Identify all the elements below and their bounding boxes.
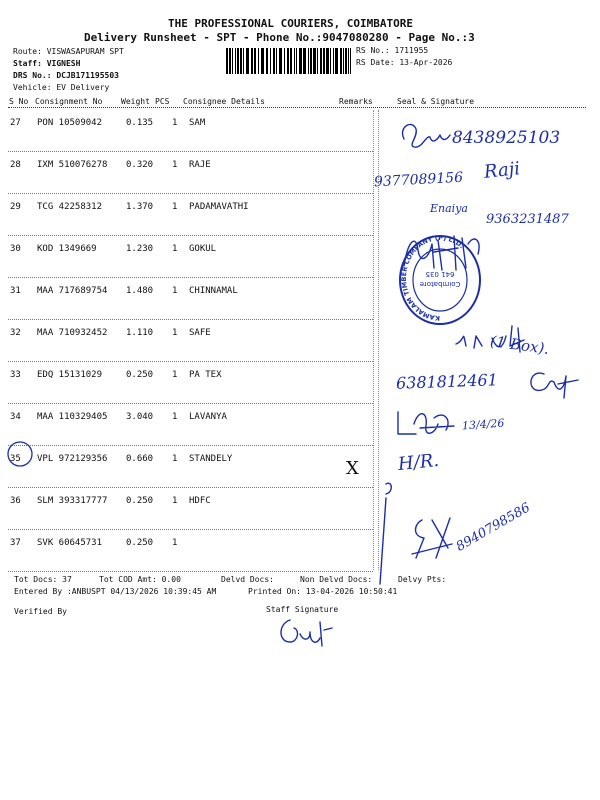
barcode-bar [310, 48, 312, 74]
row-serial: 37 [10, 538, 21, 548]
barcode-bar [320, 48, 322, 74]
row-serial: 36 [10, 496, 21, 506]
barcode-bar [296, 48, 297, 74]
row-serial: 30 [10, 244, 21, 254]
barcode-bar [299, 48, 302, 74]
row-consignee: LAVANYA [189, 412, 227, 422]
row-consignment-no: EDQ 15131029 [37, 370, 103, 380]
company-title: THE PROFESSIONAL COURIERS, COIMBATORE [168, 17, 414, 30]
barcode-bar [246, 48, 249, 74]
table-row [0, 446, 600, 488]
row-pcs: 1 [172, 160, 178, 170]
row-pcs: 1 [172, 118, 178, 128]
barcode-bar [243, 48, 244, 74]
barcode-bar [284, 48, 285, 74]
barcode-bar [226, 48, 228, 74]
delivery-points: Delvy Pts: [398, 575, 447, 584]
row-pcs: 1 [172, 370, 178, 380]
handwritten-phone-row-27: 8438925103 [452, 128, 561, 148]
row-consignee: SAFE [189, 328, 211, 338]
row-consignment-no: MAA 110329405 [37, 412, 108, 422]
barcode-bar [276, 48, 277, 74]
barcode-bar [254, 48, 256, 74]
barcode-bar [303, 48, 306, 74]
barcode-bar [335, 48, 338, 74]
row-consignee: STANDELY [189, 454, 233, 464]
row-consignee: PADAMAVATHI [189, 202, 249, 212]
row-weight: 0.250 [126, 496, 154, 506]
row-consignment-no: IXM 510076278 [37, 160, 108, 170]
signature-row-27 [396, 115, 456, 155]
route-label: Route: VISWASAPURAM SPT [13, 47, 124, 56]
barcode-bar [261, 48, 264, 74]
row-pcs: 1 [172, 496, 178, 506]
row-weight: 0.135 [126, 118, 154, 128]
handwritten-phone-row-33: 6381812461 [395, 370, 499, 393]
barcode-bar [333, 48, 334, 74]
barcode-bar [240, 48, 242, 74]
total-cod-amount: Tot COD Amt: 0.00 [99, 575, 181, 584]
handwritten-phone-row-29: 9363231487 [486, 212, 569, 227]
table-row [0, 278, 600, 320]
company-seal-stamp [396, 232, 484, 328]
row-consignee: PA TEX [189, 370, 222, 380]
row-serial: 27 [10, 118, 21, 128]
barcode-bar [323, 48, 325, 74]
row-serial: 34 [10, 412, 21, 422]
row-serial: 32 [10, 328, 21, 338]
row-consignee: GOKUL [189, 244, 217, 254]
table-row [0, 530, 600, 572]
row-serial: 31 [10, 286, 21, 296]
rs-date: RS Date: 13-Apr-2026 [356, 58, 453, 67]
row-pcs: 1 [172, 328, 178, 338]
barcode-bar [232, 48, 233, 74]
handwritten-phone-row-28: 9377089156 [373, 169, 464, 191]
row-weight: 0.660 [126, 454, 154, 464]
barcode-bar [270, 48, 271, 74]
barcode-bar [290, 48, 292, 74]
barcode-bar [330, 48, 331, 74]
barcode-bar [350, 48, 351, 74]
row-weight: 1.230 [126, 244, 154, 254]
row-serial: 28 [10, 160, 21, 170]
delivered-docs: Delvd Docs: [221, 575, 274, 584]
row-pcs: 1 [172, 286, 178, 296]
row-serial: 35 [10, 454, 21, 464]
table-row [0, 404, 600, 446]
row-weight: 1.370 [126, 202, 154, 212]
row-serial: 33 [10, 370, 21, 380]
handwritten-note-row-32: (1 Box). [489, 331, 551, 359]
seal-city-text: Coimbatore [419, 280, 461, 288]
row-weight: 1.480 [126, 286, 154, 296]
signature-row-33 [524, 364, 580, 400]
barcode-bar [273, 48, 275, 74]
row-pcs: 1 [172, 538, 178, 548]
row-pcs: 1 [172, 202, 178, 212]
total-docs: Tot Docs: 37 [14, 575, 72, 584]
signature-row-34 [394, 406, 464, 442]
col-header-sno: S No [9, 97, 29, 106]
col-header-remarks: Remarks [339, 97, 373, 106]
table-row [0, 362, 600, 404]
handwritten-note-row-35: H/R. [397, 449, 441, 476]
barcode-bar [326, 48, 329, 74]
handwritten-phone-row-37: 8940798586 [453, 500, 533, 555]
table-row [0, 236, 600, 278]
barcode-bar [348, 48, 349, 74]
barcode-bar [251, 48, 253, 74]
barcode-bar [229, 48, 231, 74]
row-weight: 0.320 [126, 160, 154, 170]
row-divider [8, 571, 373, 572]
col-header-weight: Weight [121, 97, 150, 106]
verified-by-label: Verified By [14, 607, 67, 616]
handwritten-mark-row-35: X [346, 458, 359, 479]
staff-signature-label: Staff Signature [266, 605, 339, 614]
row-consignment-no: KOD 1349669 [37, 244, 97, 254]
staff-label: Staff: VIGNESH [13, 59, 81, 68]
row-consignee: CHINNAMAL [189, 286, 238, 296]
barcode-bar [279, 48, 282, 74]
row-consignment-no: MAA 710932452 [37, 328, 108, 338]
vehicle-label: Vehicle: EV Delivery [13, 83, 110, 92]
row-consignment-no: VPL 972129356 [37, 454, 108, 464]
runsheet-subtitle: Delivery Runsheet - SPT - Phone No.:9047080280 - Page No.:3 [84, 31, 475, 44]
barcode-bar [235, 48, 236, 74]
seal-pin-text: 641 035 [425, 270, 455, 278]
row-pcs: 1 [172, 454, 178, 464]
row-serial: 29 [10, 202, 21, 212]
entered-by: Entered By :ANBUSPT 04/13/2026 10:39:45 AM [14, 587, 217, 596]
handwritten-name-row-28: Raji [483, 158, 522, 183]
non-delivered-docs: Non Delvd Docs: [300, 575, 373, 584]
barcode-bar [258, 48, 259, 74]
barcode-bar [317, 48, 318, 74]
row-consignment-no: SVK 60645731 [37, 538, 103, 548]
row-weight: 0.250 [126, 370, 154, 380]
col-header-consignment: Consignment No [35, 97, 103, 106]
barcode-bar [266, 48, 268, 74]
row-pcs: 1 [172, 244, 178, 254]
header-divider [8, 107, 586, 108]
col-header-pcs: PCS [155, 97, 170, 106]
row-consignment-no: SLM 393317777 [37, 496, 108, 506]
barcode [226, 48, 354, 74]
row-weight: 1.110 [126, 328, 154, 338]
col-header-seal-signature: Seal & Signature [397, 97, 475, 106]
printed-on: Printed On: 13-04-2026 10:50:41 [248, 587, 398, 596]
row-consignee: HDFC [189, 496, 211, 506]
row-consignment-no: PON 10509042 [37, 118, 103, 128]
barcode-bar [343, 48, 344, 74]
row-consignment-no: TCG 42258312 [37, 202, 103, 212]
barcode-bar [345, 48, 347, 74]
rs-number: RS No.: 1711955 [356, 46, 429, 55]
serial-35-circle [6, 440, 34, 468]
row-weight: 3.040 [126, 412, 154, 422]
barcode-bar [287, 48, 289, 74]
drs-number: DRS No.: DCJB171195503 [13, 71, 119, 80]
barcode-bar [340, 48, 342, 74]
barcode-bar [313, 48, 316, 74]
pen-stroke-row-36 [372, 478, 402, 588]
handwritten-name-row-29: Enaiya [430, 202, 468, 215]
signature-row-37 [404, 514, 464, 564]
seal-outer-text: KAMALAM TIMBER COMPANY (P) LTD. [400, 233, 466, 323]
row-consignee: SAM [189, 118, 206, 128]
row-consignment-no: MAA 717689754 [37, 286, 108, 296]
col-header-consignee: Consignee Details [183, 97, 265, 106]
handwritten-date-row-34: 13/4/26 [461, 416, 505, 433]
row-pcs: 1 [172, 412, 178, 422]
row-weight: 0.250 [126, 538, 154, 548]
barcode-bar [294, 48, 295, 74]
row-consignee: RAJE [189, 160, 211, 170]
barcode-bar [237, 48, 239, 74]
barcode-bar [308, 48, 309, 74]
staff-signature [276, 612, 336, 652]
